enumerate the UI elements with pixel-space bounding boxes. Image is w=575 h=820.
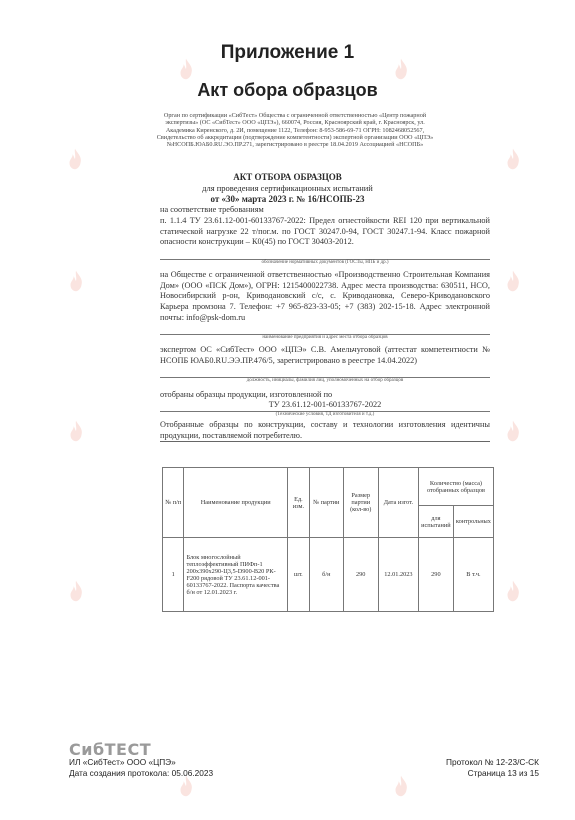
cell-num: 1 — [163, 538, 184, 612]
cell-date: 12.01.2023 — [378, 538, 418, 612]
flame-watermark-icon — [505, 148, 521, 170]
header-qty-test: для испытаний — [418, 506, 453, 538]
cell-name: Блок многослойный теплоэффективный ПИФп-1 200х390х290-Ц3,5-D900-В20 РК-F200 рядовой ТУ 23.61.12-001-60133767-2022. Паспорта качества б/н от 12.01.2023 г. — [184, 538, 287, 612]
act-title: АКТ ОТБОРА ОБРАЗЦОВ — [233, 172, 342, 182]
flame-watermark-icon — [505, 420, 521, 442]
act-number: от «30» марта 2023 г. № 16/НСОПБ-23 — [210, 194, 365, 204]
header-qty-control: контрольных — [453, 506, 493, 538]
cell-batch-size: 290 — [343, 538, 378, 612]
sibtest-logo: СибТЕСТ — [69, 740, 152, 759]
cell-batch: б/н — [309, 538, 343, 612]
samples-table — [162, 467, 494, 612]
table-row — [163, 538, 494, 612]
flame-watermark-icon — [393, 775, 409, 797]
document-title: Акт обора образцов — [197, 80, 378, 100]
manufacturer-caption: наименование предприятия и адрес места отбора образцов — [160, 334, 490, 340]
header-batch-size: Размер партии (кол-во) — [343, 468, 378, 538]
appendix-title: Приложение 1 — [220, 42, 355, 63]
flame-watermark-icon — [178, 775, 194, 797]
header-date: Дата изгот. — [378, 468, 418, 538]
org-header: Орган по сертификации «СибТест» Общества с ограниченной ответственностью «Центр пожарной экспертизы» (ОС «СибТест» ООО «ЦПЭ»), 660074, Россия, Красноярский край, г. Красноярск, ул. Академика Киренского, д. 2И, помещение 1122, Телефон: 8-953-586-69-71 ОГРН: 1082468052567, Свидетельство об аккредитации (подтверждение компетентности) экспертной организации ООО «ЦПЭ» №НСОПБ.ЮАБ0.RU.ЭО.ПР.271, зарегистрировано в реестре 18.04.2019 Ассоциацией «НСОПБ» — [156, 112, 434, 149]
header-batch: № партии — [309, 468, 343, 538]
table-header-row — [163, 468, 494, 506]
footer-created: Дата создания протокола: 05.06.2023 — [69, 768, 214, 778]
flame-watermark-icon — [68, 270, 84, 292]
flame-watermark-icon — [67, 148, 83, 170]
flame-watermark-icon — [505, 270, 521, 292]
requirements-intro: на соответствие требованиям — [160, 205, 264, 214]
selected-intro: отобраны образцы продукции, изготовленной по — [160, 390, 333, 399]
flame-watermark-icon — [505, 580, 521, 602]
flame-watermark-icon — [68, 580, 84, 602]
cell-unit: шт. — [287, 538, 309, 612]
expert-caption: должность, инициалы, фамилия лиц, уполномоченных на отбор образцов — [160, 377, 490, 383]
header-name: Наименование продукции — [184, 468, 287, 538]
header-unit: Ед. изм. — [287, 468, 309, 538]
requirements-caption: обозначение нормативных документов (ГОСТы, НПБ и др.) — [160, 259, 490, 265]
selected-caption: (Технические условия, ТД изготовителя и т.д.) — [160, 411, 490, 417]
requirements-text: п. 1.1.4 ТУ 23.61.12-001-60133767-2022: Предел огнестойкости REI 120 при вертикальной статической нагрузке 22 т/пог.м. по ГОСТ 30247.0-94, ГОСТ 30247.1-94. Класс пожарной опасности конструкции – К0(45) по ГОСТ 30403-2012. — [160, 216, 490, 247]
divider — [160, 441, 490, 442]
footer-page: Страница 13 из 15 — [467, 768, 539, 778]
footer-lab: ИЛ «СибТест» ООО «ЦПЭ» — [69, 757, 176, 767]
conformity-text: Отобранные образцы по конструкции, составу и технологии изготовления идентичны продукции, поставляемой потребителю. — [160, 420, 490, 440]
expert-text: экспертом ОС «СибТест» ООО «ЦПЭ» С.В. Амельчуговой (аттестат компетентности № НСОПБ ЮАБ0.RU.ЭЭ.ПР.476/5, зарегистрировано в реестре 14.04.2022) — [160, 345, 490, 365]
selected-tu: ТУ 23.61.12-001-60133767-2022 — [268, 400, 382, 409]
cell-qty-control: В т.ч. — [453, 538, 493, 612]
manufacturer-text: на Обществе с ограниченной ответственностью «Производственно Строительная Компания Дом» (ООО «ПСК Дом»), ОГРН: 1215400022738. Адрес места производства: 630511, НСО, Новосибирский р-он, Криводановский с/с, с. Криводановка, Северо-Криводановского Карьера промзона 7. Телефон: +7 965-823-33-05; +7 (383) 202-15-18. Адрес электронной почты: info@psk-dom.ru — [160, 270, 490, 322]
act-purpose: для проведения сертификационных испытаний — [202, 183, 373, 193]
flame-watermark-icon — [68, 420, 84, 442]
footer-protocol: Протокол № 12-23/С-СК — [446, 757, 539, 767]
cell-qty-test: 290 — [418, 538, 453, 612]
header-num: № п/п — [163, 468, 184, 538]
header-qty: Количество (масса) отобранных образцов — [418, 468, 493, 506]
